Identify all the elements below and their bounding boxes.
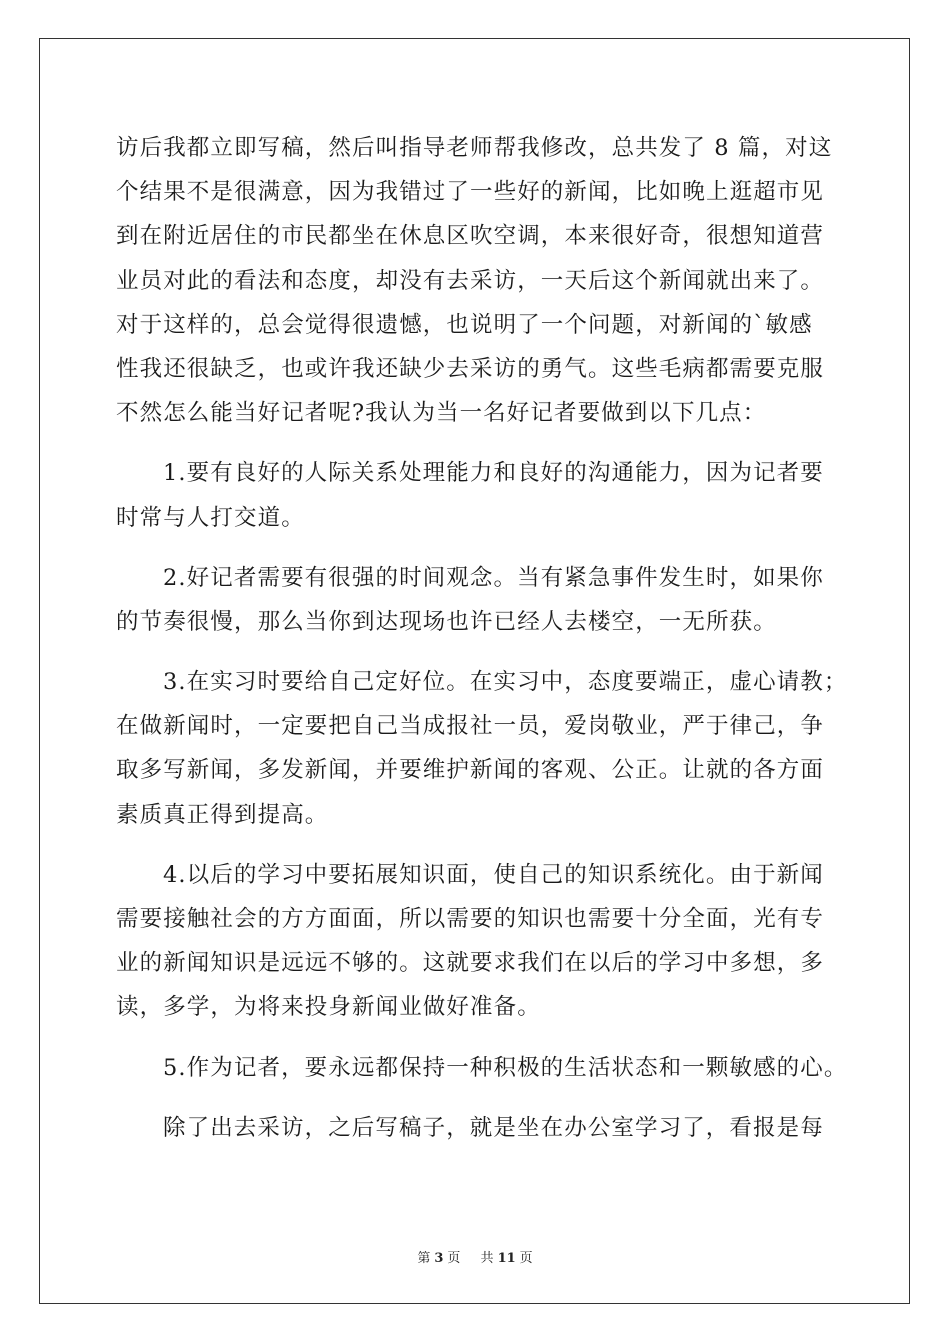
- page-total: [477, 1251, 537, 1266]
- paragraph: [116, 451, 836, 539]
- current-page: 3: [434, 1251, 444, 1266]
- text-line: 的节奏很慢，那么当你到达现场也许已经人去楼空，一无所获。: [116, 608, 777, 635]
- page-prefix: 第: [417, 1251, 431, 1266]
- text-line: 业员对此的看法和态度，却没有去采访，一天后这个新闻就出来了。: [116, 267, 825, 294]
- total-prefix: 共: [480, 1251, 494, 1266]
- text-line: 除了出去采访，之后写稿子，就是坐在办公室学习了，看报是每: [163, 1114, 824, 1141]
- text-line: 读，多学，为将来投身新闻业做好准备。: [116, 994, 541, 1021]
- page-number: [413, 1251, 464, 1266]
- text-line: 不然怎么能当好记者呢?我认为当一名好记者要做到以下几点：: [116, 400, 767, 427]
- text-line: 取多写新闻，多发新闻，并要维护新闻的客观、公正。让就的各方面: [116, 757, 825, 784]
- paragraph-gap: [116, 1090, 836, 1106]
- paragraph: [116, 556, 836, 644]
- text-line: 5.作为记者，要永远都保持一种积极的生活状态和一颗敏感的心。: [163, 1054, 848, 1081]
- paragraph: [116, 660, 848, 837]
- text-line: 2.好记者需要有很强的时间观念。当有紧急事件发生时，如果你: [163, 564, 824, 591]
- text-line: 访后我都立即写稿，然后叫指导老师帮我修改，总共发了 8 篇，对这: [116, 135, 833, 161]
- text-line: 需要接触社会的方方面面，所以需要的知识也需要十分全面，光有专: [116, 906, 825, 932]
- paragraph: [116, 126, 836, 435]
- text-line: 个结果不是很满意，因为我错过了一些好的新闻，比如晚上逛超市见: [116, 179, 825, 206]
- page-suffix: 页: [447, 1251, 461, 1266]
- paragraph: [116, 1046, 848, 1090]
- text-line: 对于这样的，总会觉得很遗憾，也说明了一个问题，对新闻的`敏感: [116, 311, 813, 338]
- total-suffix: 页: [519, 1251, 533, 1266]
- text-line: 4.以后的学习中要拓展知识面，使自己的知识系统化。由于新闻: [163, 861, 824, 888]
- paragraph-gap: [116, 540, 836, 556]
- text-line: 时常与人打交道。: [116, 504, 305, 531]
- paragraph-gap: [116, 644, 836, 660]
- text-line: 3.在实习时要给自己定好位。在实习中，态度要端正，虚心请教；: [163, 669, 848, 696]
- paragraph-gap: [116, 435, 836, 451]
- paragraph: [116, 853, 836, 1030]
- text-line: 1.要有良好的人际关系处理能力和良好的沟通能力，因为记者要: [163, 460, 824, 487]
- text-line: 性我还很缺乏，也或许我还缺少去采访的勇气。这些毛病都需要克服: [116, 355, 825, 382]
- page-footer: [0, 1247, 950, 1266]
- paragraph: [116, 1106, 836, 1150]
- paragraph-gap: [116, 1030, 836, 1046]
- paragraph-gap: [116, 837, 836, 853]
- text-line: 在做新闻时，一定要把自己当成报社一员，爱岗敬业，严于律己，争: [116, 713, 825, 740]
- total-pages: 11: [497, 1251, 516, 1266]
- document-body: [116, 126, 848, 1150]
- text-line: 素质真正得到提高。: [116, 801, 329, 828]
- text-line: 业的新闻知识是远远不够的。这就要求我们在以后的学习中多想，多: [116, 950, 825, 977]
- text-line: 到在附近居住的市民都坐在休息区吹空调，本来很好奇，很想知道营: [116, 223, 825, 250]
